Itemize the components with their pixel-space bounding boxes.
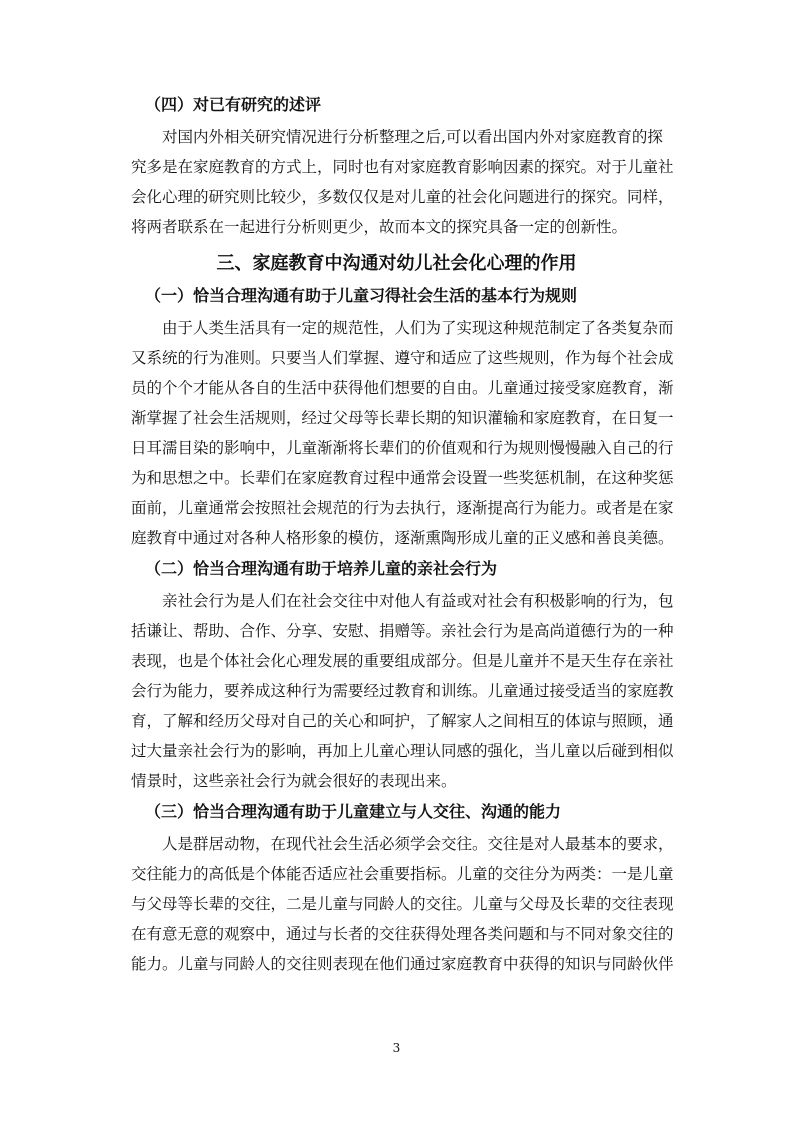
text-line: 括谦让、帮助、合作、分享、安慰、捐赠等。亲社会行为是高尚道德行为的一种 [131,622,674,640]
text-line: 员的个个才能从各自的生活中获得他们想要的自由。儿童通过接受家庭教育，渐 [131,379,674,397]
page-number: 3 [392,1041,401,1055]
text-line: 由于人类生活具有一定的规范性，人们为了实现这种规范制定了各类复杂而 [162,319,674,337]
text-line: 能力。儿童与同龄人的交往则表现在他们通过家庭教育中获得的知识与同龄伙伴 [131,955,674,973]
paragraph-sub1 [131,313,674,553]
text-line: 对国内外相关研究情况进行分析整理之后,可以看出国内外对家庭教育的探 [162,128,663,146]
text-line: 亲社会行为是人们在社会交往中对他人有益或对社会有积极影响的行为，包 [162,592,674,610]
paragraph-sub2 [131,586,674,796]
text-line: 交往能力的高低是个体能否适应社会重要指标。儿童的交往分为两类：一是儿童 [131,865,674,883]
chapter-heading-3: 三、家庭教育中沟通对幼儿社会化心理的作用 [216,253,577,274]
text-line: 庭教育中通过对各种人格形象的模仿，逐渐熏陶形成儿童的正义感和善良美德。 [131,529,674,547]
subsection-heading-2: （二）恰当合理沟通有助于培养儿童的亲社会行为 [145,559,498,578]
text-line: 又系统的行为准则。只要当人们掌握、遵守和适应了这些规则，作为每个社会成 [131,349,674,367]
text-line: 在有意无意的观察中，通过与长者的交往获得处理各类问题和与不同对象交往的 [131,925,674,943]
text-line: 渐掌握了社会生活规则，经过父母等长辈长期的知识灌输和家庭教育，在日复一 [131,409,674,427]
paragraph-sub3 [131,829,674,979]
text-line: 究多是在家庭教育的方式上，同时也有对家庭教育影响因素的探究。对于儿童社 [131,158,674,176]
text-line: 面前，儿童通常会按照社会规范的行为去执行，逐渐提高行为能力。或者是在家 [131,499,674,517]
section-heading-review: （四）对已有研究的述评 [145,95,322,114]
page-body [131,94,674,984]
paragraph-review [131,122,674,242]
text-line: 会行为能力，要养成这种行为需要经过教育和训练。儿童通过接受适当的家庭教 [131,682,674,700]
text-line: 与父母等长辈的交往，二是儿童与同龄人的交往。儿童与父母及长辈的交往表现 [131,895,674,913]
text-line: 将两者联系在一起进行分析则更少，故而本文的探究具备一定的创新性。 [131,218,628,236]
text-line: 人是群居动物，在现代社会生活必须学会交往。交往是对人最基本的要求， [162,835,674,853]
text-line: 育，了解和经历父母对自己的关心和呵护，了解家人之间相互的体谅与照顾，通 [131,712,674,730]
subsection-heading-1: （一）恰当合理沟通有助于儿童习得社会生活的基本行为规则 [145,286,578,305]
text-line: 为和思想之中。长辈们在家庭教育过程中通常会设置一些奖惩机制，在这种奖惩 [131,469,674,487]
text-line: 日耳濡目染的影响中，儿童渐渐将长辈们的价值观和行为规则慢慢融入自己的行 [131,439,674,457]
text-line: 表现，也是个体社会化心理发展的重要组成部分。但是儿童并不是天生存在亲社 [131,652,674,670]
text-line: 情景时，这些亲社会行为就会很好的表现出来。 [131,772,457,790]
text-line: 会化心理的研究则比较少，多数仅仅是对儿童的社会化问题进行的探究。同样， [131,188,674,206]
subsection-heading-3: （三）恰当合理沟通有助于儿童建立与人交往、沟通的能力 [145,802,562,821]
text-line: 过大量亲社会行为的影响，再加上儿童心理认同感的强化，当儿童以后碰到相似 [131,742,674,760]
